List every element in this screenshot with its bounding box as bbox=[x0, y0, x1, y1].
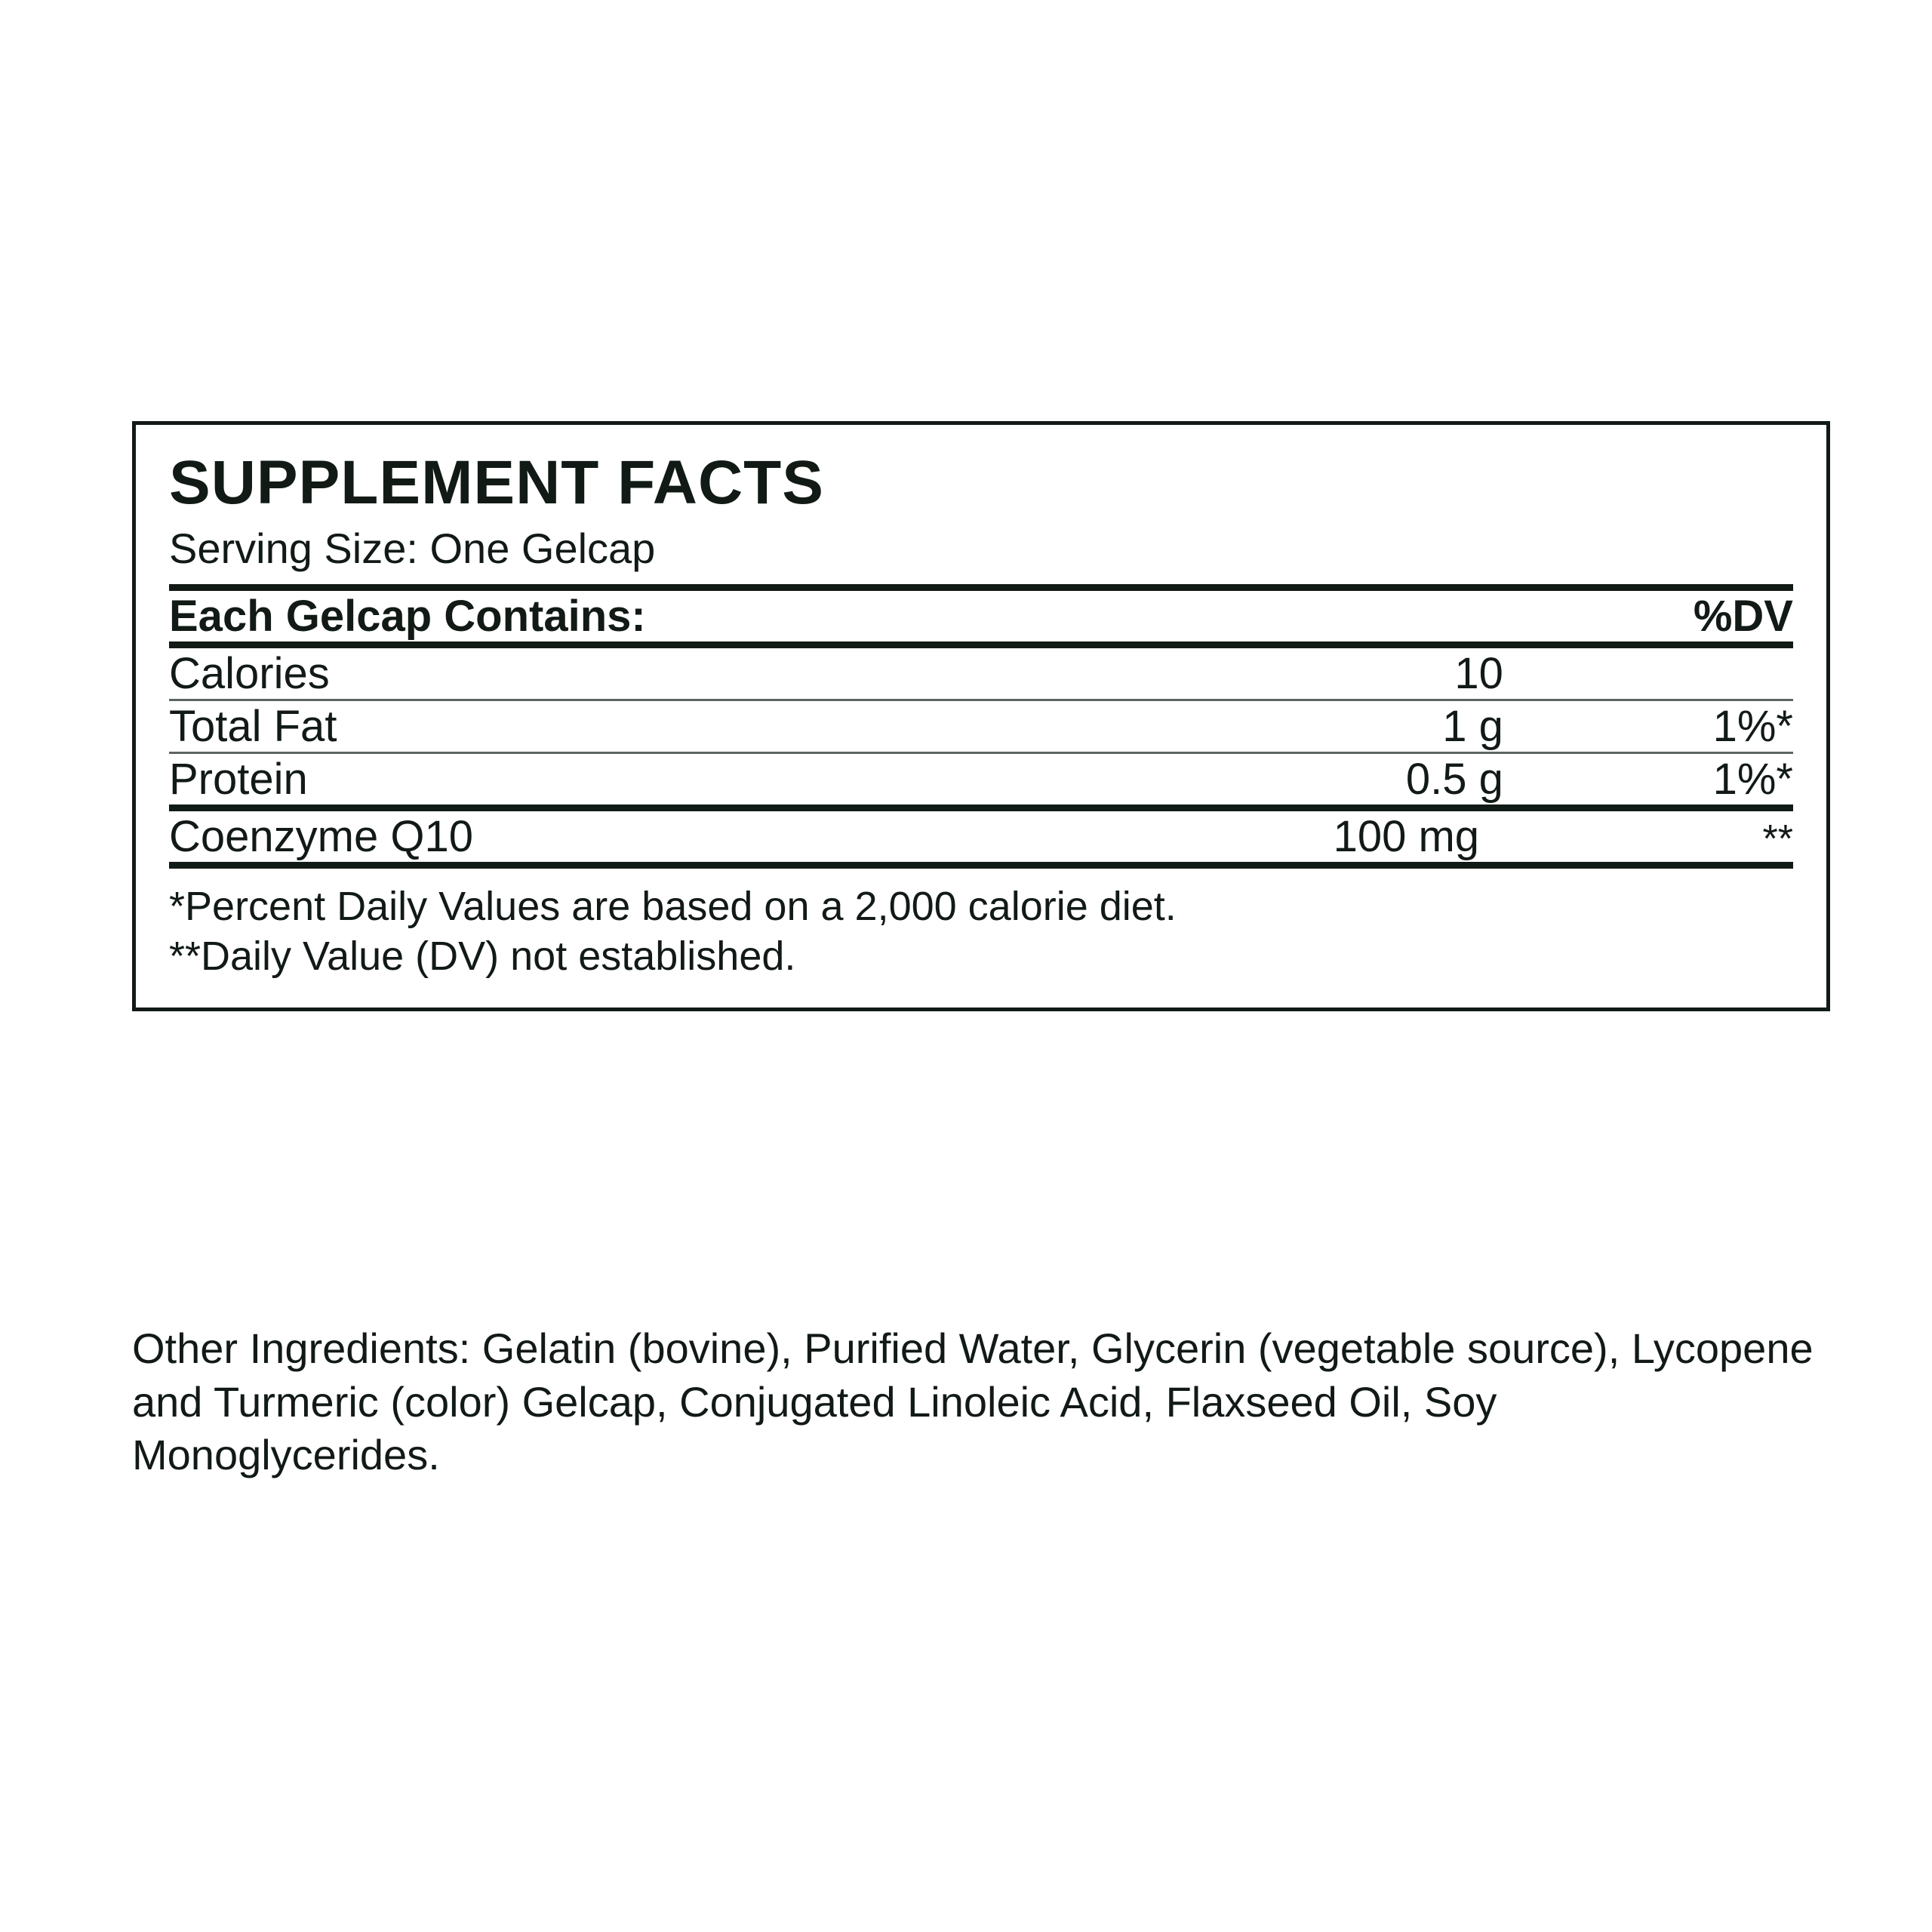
row-dv-coenzyme-q10: ** bbox=[1762, 817, 1793, 862]
nutrition-table bbox=[169, 591, 1793, 641]
footnotes bbox=[169, 869, 1793, 982]
row-name-calories: Calories bbox=[169, 649, 330, 699]
footnote-dv-not-established: **Daily Value (DV) not established. bbox=[169, 934, 796, 980]
divider-below-header bbox=[169, 641, 1793, 648]
supplement-facts-panel bbox=[132, 421, 1830, 1011]
table-header-amount bbox=[1078, 591, 1517, 641]
table-header-name: Each Gelcap Contains: bbox=[169, 592, 646, 641]
nutrition-rows-2 bbox=[169, 701, 1793, 752]
nutrition-rows-3 bbox=[169, 754, 1793, 804]
footnote-percent-dv: *Percent Daily Values are based on a 2,000 calorie diet. bbox=[169, 884, 1177, 930]
other-ingredients-text: Other Ingredients: Gelatin (bovine), Purified Water, Glycerin (vegetable source), Lycopene and Turmeric (color) Gelcap, Conjugated Linoleic Acid, Flaxseed Oil, Soy Monoglycerides. bbox=[132, 1324, 1814, 1479]
table-row bbox=[169, 701, 1793, 752]
table-header-dv: %DV bbox=[1693, 592, 1793, 641]
row-name-protein: Protein bbox=[169, 755, 308, 804]
row-dv-total-fat: 1%* bbox=[1712, 702, 1793, 752]
row-amount-total-fat: 1 g bbox=[1442, 702, 1503, 752]
divider-top bbox=[169, 584, 1793, 591]
divider-row-3 bbox=[169, 804, 1793, 811]
row-name-total-fat: Total Fat bbox=[169, 702, 337, 752]
row-amount-calories: 10 bbox=[1454, 649, 1503, 699]
page-title: SUPPLEMENT FACTS bbox=[169, 448, 824, 517]
table-row bbox=[169, 754, 1793, 804]
row-dv-calories bbox=[1520, 648, 1793, 699]
divider-bottom bbox=[169, 862, 1793, 869]
serving-size-text: Serving Size: One Gelcap bbox=[169, 525, 656, 573]
row-amount-protein: 0.5 g bbox=[1405, 755, 1503, 804]
table-row bbox=[169, 648, 1793, 699]
table-header-row bbox=[169, 591, 1793, 641]
row-amount-coenzyme-q10: 100 mg bbox=[1333, 812, 1480, 862]
nutrition-rows bbox=[169, 648, 1793, 699]
row-name-coenzyme-q10: Coenzyme Q10 bbox=[169, 812, 473, 862]
nutrition-rows-4 bbox=[169, 811, 1793, 862]
table-row bbox=[169, 811, 1793, 862]
row-dv-protein: 1%* bbox=[1712, 755, 1793, 804]
